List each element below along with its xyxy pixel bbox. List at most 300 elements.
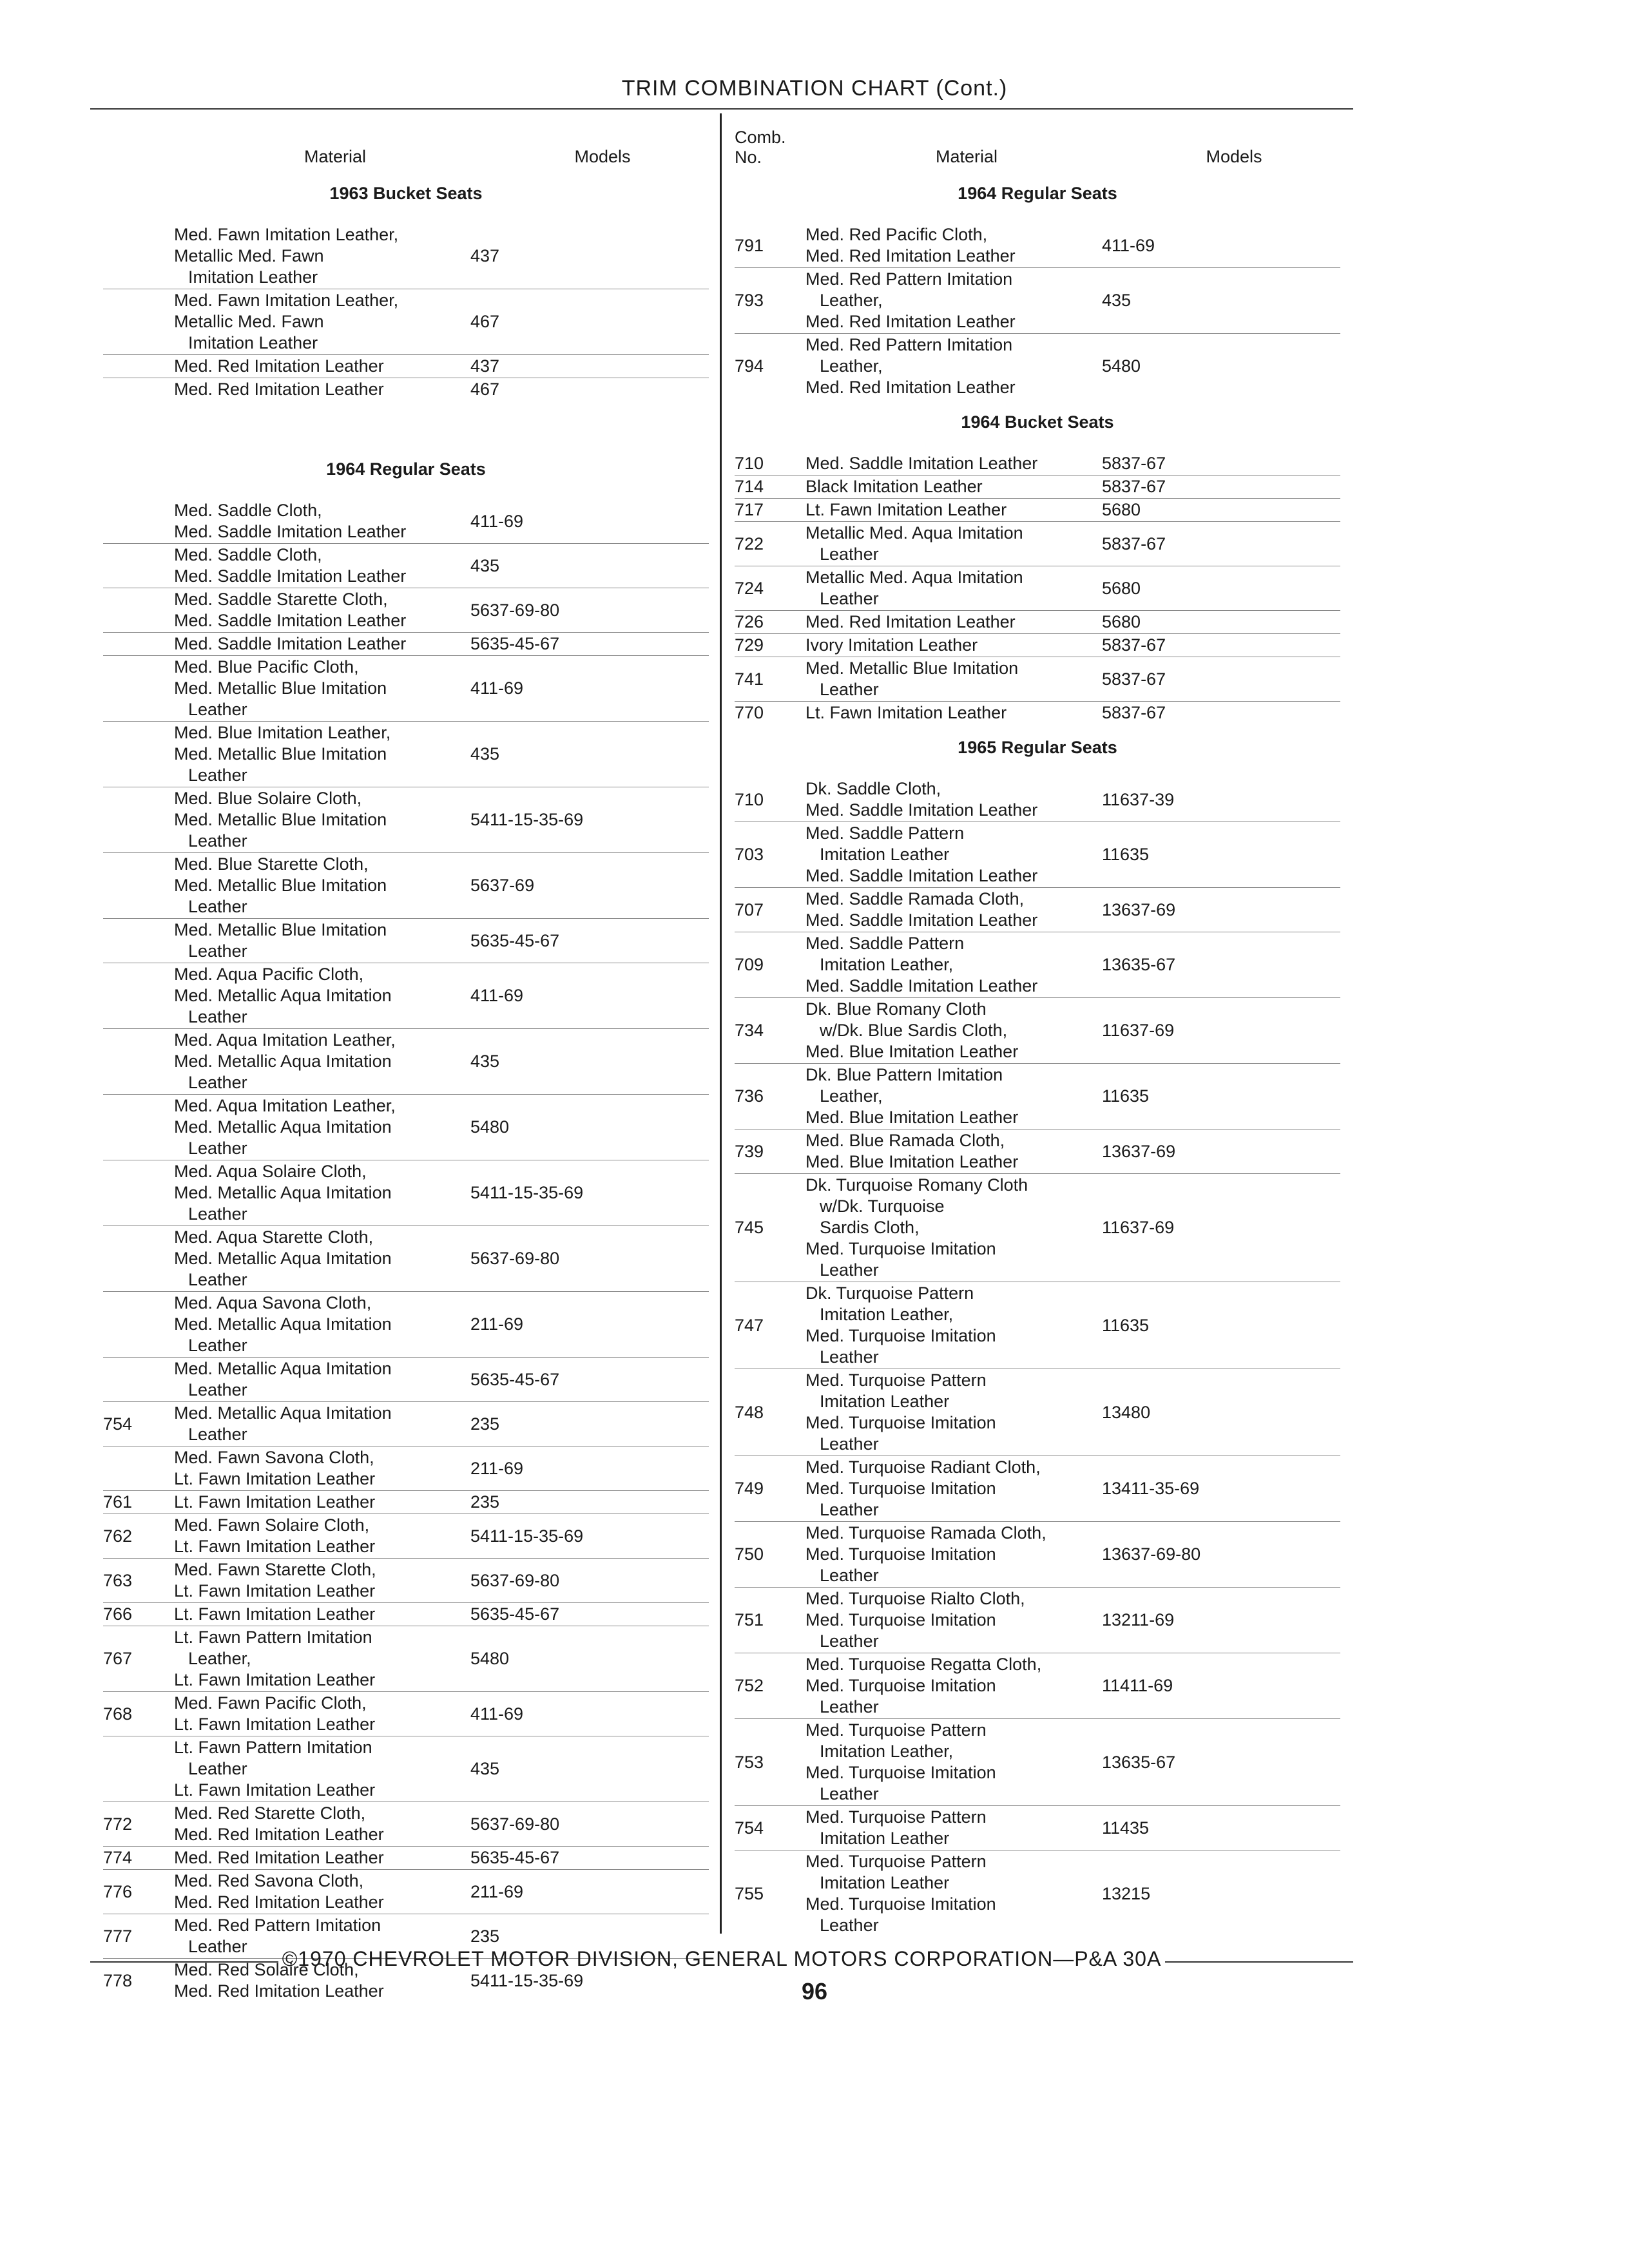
material-line: Imitation Leather, — [820, 1742, 954, 1761]
comb-no: 768 — [103, 1704, 133, 1724]
material-cell — [805, 1523, 1102, 1586]
material-line: Leather, — [820, 291, 883, 310]
models-cell: 467 — [470, 312, 500, 331]
table-row — [103, 544, 709, 588]
models-cell: 5637-69-80 — [470, 1814, 560, 1834]
material-line: Med. Metallic Blue Imitation — [174, 920, 387, 939]
material-line: Med. Blue Pacific Cloth, — [174, 657, 359, 677]
material-line: Med. Turquoise Imitation — [805, 1763, 996, 1782]
section-title: 1964 Regular Seats — [958, 184, 1117, 203]
material-line: Lt. Fawn Imitation Leather — [174, 1670, 376, 1689]
table-row — [103, 1446, 709, 1491]
material-line: Med. Metallic Blue Imitation — [174, 744, 387, 764]
material-cell — [805, 1283, 1102, 1368]
material-cell — [174, 1627, 470, 1691]
models-cell: 5837-67 — [1102, 669, 1166, 689]
material-cell — [174, 919, 470, 962]
models-cell: 13635-67 — [1102, 955, 1176, 974]
material-line: Med. Red Starette Cloth, — [174, 1803, 366, 1823]
material-line: Med. Saddle Imitation Leather — [174, 634, 407, 653]
left-sections — [103, 183, 709, 2003]
table-row — [735, 611, 1340, 634]
material-cell — [174, 1492, 470, 1513]
material-line: Imitation Leather — [820, 1829, 950, 1848]
material-line: Leather — [820, 1260, 879, 1280]
material-cell — [805, 999, 1102, 1062]
material-line: Imitation Leather — [820, 1873, 950, 1892]
table-row — [735, 1850, 1340, 1937]
comb-no: 766 — [103, 1604, 133, 1624]
table-row — [735, 1719, 1340, 1806]
material-line: Med. Saddle Imitation Leather — [805, 800, 1038, 820]
material-cell — [174, 1095, 470, 1159]
material-cell — [805, 1588, 1102, 1652]
table-row — [735, 1129, 1340, 1174]
material-line: Med. Metallic Blue Imitation — [174, 678, 387, 698]
material-line: Med. Metallic Aqua Imitation — [174, 1117, 392, 1137]
material-line: Med. Turquoise Imitation — [805, 1413, 996, 1432]
material-line: Med. Aqua Savona Cloth, — [174, 1293, 372, 1312]
material-line: Med. Blue Imitation Leather — [805, 1042, 1019, 1061]
material-line: Leather — [188, 1007, 247, 1026]
material-line: Med. Metallic Blue Imitation — [805, 658, 1019, 678]
table-row — [103, 1226, 709, 1292]
table-row — [735, 634, 1340, 657]
models-cell: 5837-67 — [1102, 454, 1166, 473]
material-cell — [805, 453, 1102, 474]
table-row — [103, 1095, 709, 1160]
material-line: Med. Turquoise Imitation — [805, 1479, 996, 1498]
material-line: Med. Saddle Pattern — [805, 934, 965, 953]
material-line: Med. Aqua Imitation Leather, — [174, 1096, 396, 1115]
comb-no: 745 — [735, 1218, 764, 1237]
material-line: Med. Red Imitation Leather — [805, 312, 1016, 331]
table-row — [103, 1559, 709, 1603]
models-cell: 5635-45-67 — [470, 1604, 560, 1624]
comb-no: 741 — [735, 669, 764, 689]
table-row — [735, 778, 1340, 822]
material-line: Leather — [188, 1139, 247, 1158]
material-line: Med. Fawn Solaire Cloth, — [174, 1515, 370, 1535]
right-sections — [735, 183, 1340, 1937]
models-cell: 5837-67 — [1102, 533, 1166, 553]
material-line: w/Dk. Blue Sardis Cloth, — [820, 1021, 1008, 1040]
material-line: Med. Turquoise Pattern — [805, 1852, 987, 1871]
material-line: Med. Red Pacific Cloth, — [805, 225, 988, 244]
section — [735, 737, 1340, 1937]
material-cell — [174, 224, 470, 288]
models-cell: 5635-45-67 — [470, 1848, 560, 1867]
material-line: Imitation Leather — [188, 333, 318, 352]
material-line: Med. Saddle Imitation Leather — [174, 611, 407, 630]
comb-no-header: Comb. No. — [735, 128, 786, 167]
comb-no: 724 — [735, 578, 764, 598]
material-cell — [174, 854, 470, 918]
material-cell — [805, 933, 1102, 997]
table-row — [735, 657, 1340, 702]
section — [103, 183, 709, 401]
material-line: Med. Turquoise Pattern — [805, 1720, 987, 1740]
comb-no: 729 — [735, 635, 764, 655]
material-cell — [174, 1870, 470, 1913]
models-cell: 211-69 — [470, 1458, 524, 1478]
table-row — [103, 919, 709, 963]
table-row — [735, 1456, 1340, 1522]
material-line: Med. Fawn Imitation Leather, — [174, 291, 399, 310]
section-title: 1965 Regular Seats — [958, 738, 1117, 757]
material-line: Leather — [188, 1204, 247, 1224]
material-cell — [805, 702, 1102, 724]
material-line: Leather — [188, 1380, 247, 1399]
table-row — [735, 1282, 1340, 1369]
models-cell: 13480 — [1102, 1402, 1151, 1422]
comb-no: 736 — [735, 1086, 764, 1106]
comb-no: 710 — [735, 789, 764, 809]
models-header: Models — [574, 147, 631, 166]
models-cell: 437 — [470, 246, 500, 265]
models-cell: 235 — [470, 1492, 500, 1512]
material-cell — [805, 1654, 1102, 1718]
table-row — [735, 334, 1340, 399]
material-cell — [805, 499, 1102, 521]
material-cell — [805, 1720, 1102, 1805]
material-cell — [805, 269, 1102, 332]
table-row — [103, 633, 709, 656]
material-line: Leather — [188, 1425, 247, 1444]
material-line: Med. Red Imitation Leather — [174, 356, 384, 376]
section — [103, 459, 709, 2003]
material-line: Med. Turquoise Rialto Cloth, — [805, 1589, 1025, 1608]
material-line: Leather, — [820, 1086, 883, 1106]
material-line: Sardis Cloth, — [820, 1218, 920, 1237]
table-row — [103, 499, 709, 544]
models-cell: 5635-45-67 — [470, 1369, 560, 1389]
models-cell: 11635 — [1102, 1315, 1150, 1335]
models-cell: 5480 — [1102, 356, 1141, 376]
models-cell: 5637-69 — [470, 876, 535, 895]
table-row — [735, 1064, 1340, 1129]
material-header: Material — [935, 147, 998, 166]
material-cell — [805, 823, 1102, 887]
models-cell: 235 — [470, 1926, 500, 1946]
models-cell: 11637-69 — [1102, 1218, 1175, 1237]
comb-no: 754 — [103, 1414, 133, 1434]
models-cell: 5680 — [1102, 500, 1141, 519]
models-cell: 411-69 — [470, 986, 524, 1005]
material-line: Leather — [820, 1916, 879, 1935]
material-cell — [174, 1447, 470, 1490]
material-line: Leather — [820, 1500, 879, 1519]
table-row — [735, 888, 1340, 932]
material-line: Leather, — [188, 1649, 251, 1668]
page-number: 96 — [801, 1978, 828, 2004]
material-cell — [805, 476, 1102, 497]
material-line: Imitation Leather, — [820, 955, 954, 974]
material-line: Lt. Fawn Imitation Leather — [174, 1581, 376, 1600]
material-line: Med. Turquoise Regatta Cloth, — [805, 1655, 1042, 1674]
models-cell: 13215 — [1102, 1883, 1151, 1903]
section — [735, 412, 1340, 724]
material-cell — [805, 1175, 1102, 1281]
comb-no: 717 — [735, 500, 764, 519]
models-cell: 5680 — [1102, 612, 1141, 631]
models-cell: 13637-69 — [1102, 899, 1176, 919]
material-line: Med. Blue Imitation Leather — [805, 1108, 1019, 1127]
material-line: Med. Turquoise Imitation — [805, 1894, 996, 1914]
material-line: Dk. Turquoise Romany Cloth — [805, 1175, 1028, 1195]
material-line: w/Dk. Turquoise — [820, 1196, 945, 1216]
models-cell: 435 — [470, 744, 500, 764]
comb-no: 726 — [735, 612, 764, 631]
material-cell — [174, 1693, 470, 1735]
material-line: Metallic Med. Aqua Imitation — [805, 568, 1023, 587]
table-row — [103, 355, 709, 378]
table-row — [103, 588, 709, 633]
material-line: Med. Aqua Solaire Cloth, — [174, 1162, 367, 1181]
table-row — [103, 1491, 709, 1514]
table-row — [735, 1806, 1340, 1850]
table-row — [103, 787, 709, 853]
material-line: Leather — [188, 1270, 247, 1289]
page-title: TRIM COMBINATION CHART (Cont.) — [621, 76, 1008, 101]
material-line: Med. Red Imitation Leather — [174, 1981, 384, 2001]
material-line: Med. Red Imitation Leather — [174, 380, 384, 399]
material-line: Lt. Fawn Imitation Leather — [174, 1780, 376, 1800]
material-line: Leather — [820, 589, 879, 608]
material-cell — [174, 589, 470, 631]
comb-no: 710 — [735, 454, 764, 473]
comb-no: 739 — [735, 1141, 764, 1161]
comb-no: 774 — [103, 1848, 133, 1867]
material-line: Med. Red Solaire Cloth, — [174, 1960, 359, 1979]
material-line: Med. Red Imitation Leather — [174, 1892, 384, 1912]
comb-no: 734 — [735, 1021, 764, 1040]
table-row — [735, 1522, 1340, 1588]
models-cell: 211-69 — [470, 1881, 524, 1901]
material-cell — [174, 1358, 470, 1401]
material-line: Med. Red Savona Cloth, — [174, 1871, 364, 1890]
material-line: Med. Red Pattern Imitation — [174, 1916, 381, 1935]
table-row — [735, 476, 1340, 499]
material-cell — [174, 722, 470, 786]
right-column-header — [735, 122, 1340, 168]
material-line: Leather — [188, 831, 247, 850]
top-rule — [90, 108, 1353, 110]
material-cell — [805, 635, 1102, 656]
material-line: Leather — [820, 1347, 879, 1367]
material-cell — [805, 567, 1102, 610]
models-cell: 5635-45-67 — [470, 634, 560, 653]
comb-no: 755 — [735, 1883, 764, 1903]
section-title: 1964 Bucket Seats — [961, 412, 1114, 432]
material-line: Med. Metallic Aqua Imitation — [174, 986, 392, 1005]
material-line: Med. Aqua Starette Cloth, — [174, 1227, 374, 1247]
material-line: Lt. Fawn Imitation Leather — [174, 1537, 376, 1556]
table-row — [103, 1029, 709, 1095]
material-line: Med. Turquoise Pattern — [805, 1807, 987, 1827]
table-row — [735, 452, 1340, 476]
models-cell: 5837-67 — [1102, 635, 1166, 655]
table-row — [103, 1626, 709, 1692]
material-line: Med. Red Imitation Leather — [174, 1848, 384, 1867]
material-line: Lt. Fawn Imitation Leather — [174, 1469, 376, 1488]
table-row — [735, 1369, 1340, 1456]
column-divider — [720, 113, 722, 1934]
material-cell — [174, 1515, 470, 1557]
material-line: Med. Saddle Imitation Leather — [805, 454, 1038, 473]
models-cell: 5411-15-35-69 — [470, 1526, 584, 1546]
models-cell: 211-69 — [470, 1314, 524, 1334]
material-line: Med. Blue Solaire Cloth, — [174, 789, 362, 808]
material-line: Metallic Med. Fawn — [174, 312, 324, 331]
material-line: Dk. Blue Pattern Imitation — [805, 1065, 1003, 1084]
models-cell: 5411-15-35-69 — [470, 810, 584, 829]
material-line: Med. Saddle Cloth, — [174, 545, 322, 564]
material-line: Leather — [188, 941, 247, 961]
comb-no: 794 — [735, 356, 764, 376]
material-line: Med. Saddle Imitation Leather — [174, 566, 407, 586]
footer — [90, 1947, 1353, 1971]
table-row — [735, 1174, 1340, 1282]
material-cell — [805, 889, 1102, 931]
material-line: Med. Metallic Aqua Imitation — [174, 1249, 392, 1268]
table-row — [735, 932, 1340, 998]
comb-no: 761 — [103, 1492, 133, 1512]
table-row — [103, 1402, 709, 1446]
material-line: Leather — [188, 1336, 247, 1355]
comb-no: 772 — [103, 1814, 133, 1834]
models-cell: 11635 — [1102, 1086, 1150, 1106]
material-line: Med. Fawn Pacific Cloth, — [174, 1693, 367, 1713]
comb-no: 703 — [735, 845, 764, 864]
material-line: Med. Turquoise Imitation — [805, 1326, 996, 1345]
section-title: 1964 Regular Seats — [326, 459, 486, 479]
models-cell: 5411-15-35-69 — [470, 1970, 584, 1990]
table-row — [103, 224, 709, 289]
material-line: Med. Saddle Imitation Leather — [805, 976, 1038, 995]
material-line: Med. Aqua Pacific Cloth, — [174, 965, 364, 984]
material-line: Metallic Med. Aqua Imitation — [805, 523, 1023, 543]
material-line: Leather — [820, 1697, 879, 1716]
comb-no: 748 — [735, 1402, 764, 1422]
models-cell: 11637-39 — [1102, 789, 1175, 809]
material-cell — [174, 379, 470, 400]
table-row — [103, 963, 709, 1029]
comb-no: 750 — [735, 1544, 764, 1564]
material-line: Leather — [188, 700, 247, 719]
models-header: Models — [1206, 147, 1262, 166]
right-column — [735, 122, 1340, 1937]
material-cell — [805, 1130, 1102, 1173]
comb-no: 752 — [735, 1676, 764, 1695]
material-line: Imitation Leather — [820, 845, 950, 864]
material-line: Leather — [188, 1073, 247, 1092]
models-cell: 11637-69 — [1102, 1021, 1175, 1040]
models-cell: 13411-35-69 — [1102, 1479, 1200, 1498]
table-row — [735, 1588, 1340, 1653]
models-cell: 11635 — [1102, 845, 1150, 864]
material-cell — [805, 778, 1102, 821]
material-line: Med. Saddle Imitation Leather — [174, 522, 407, 541]
material-cell — [174, 500, 470, 543]
material-cell — [174, 1737, 470, 1801]
comb-no: 753 — [735, 1752, 764, 1772]
material-cell — [805, 611, 1102, 633]
section — [735, 183, 1340, 399]
section-gap — [103, 401, 709, 446]
comb-no: 707 — [735, 899, 764, 919]
table-row — [735, 702, 1340, 724]
material-line: Med. Turquoise Pattern — [805, 1370, 987, 1390]
table-row — [103, 1358, 709, 1402]
section-title: 1963 Bucket Seats — [329, 184, 483, 203]
models-cell: 467 — [470, 380, 500, 399]
material-line: Med. Red Imitation Leather — [805, 378, 1016, 397]
material-line: Imitation Leather — [188, 267, 318, 287]
models-cell: 5837-67 — [1102, 477, 1166, 496]
material-line: Lt. Fawn Imitation Leather — [805, 703, 1007, 722]
material-line: Med. Turquoise Imitation — [805, 1610, 996, 1629]
material-line: Med. Saddle Ramada Cloth, — [805, 889, 1025, 908]
comb-no: 791 — [735, 235, 764, 255]
material-line: Med. Fawn Savona Cloth, — [174, 1448, 374, 1467]
material-cell — [805, 658, 1102, 700]
models-cell: 5637-69-80 — [470, 1249, 560, 1268]
table-row — [735, 566, 1340, 611]
material-line: Med. Red Imitation Leather — [805, 612, 1016, 631]
material-line: Leather — [820, 1784, 879, 1803]
table-row — [103, 722, 709, 787]
comb-no: 776 — [103, 1881, 133, 1901]
table-row — [103, 378, 709, 401]
material-line: Leather — [188, 1759, 247, 1778]
footer-rule-right — [1165, 1961, 1353, 1963]
table-row — [103, 289, 709, 355]
material-line: Metallic Med. Fawn — [174, 246, 324, 265]
models-cell: 5480 — [470, 1117, 510, 1137]
table-row — [103, 1514, 709, 1559]
comb-no: 763 — [103, 1570, 133, 1590]
models-cell: 5637-69-80 — [470, 1570, 560, 1590]
material-cell — [805, 523, 1102, 565]
models-cell: 435 — [1102, 291, 1132, 310]
comb-no: 770 — [735, 703, 764, 722]
models-cell: 235 — [470, 1414, 500, 1434]
material-line: Lt. Fawn Imitation Leather — [805, 500, 1007, 519]
material-line: Med. Turquoise Imitation — [805, 1676, 996, 1695]
material-line: Leather — [820, 680, 879, 699]
material-line: Med. Blue Imitation Leather, — [174, 723, 391, 742]
material-line: Med. Aqua Imitation Leather, — [174, 1030, 396, 1050]
material-cell — [174, 633, 470, 655]
material-cell — [805, 1457, 1102, 1521]
material-line: Leather — [820, 1434, 879, 1454]
material-cell — [174, 1403, 470, 1445]
material-line: Leather — [188, 1937, 247, 1956]
material-cell — [174, 544, 470, 587]
table-row — [103, 1692, 709, 1736]
material-line: Leather — [820, 1566, 879, 1585]
material-line: Med. Blue Starette Cloth, — [174, 854, 369, 874]
table-row — [103, 1870, 709, 1914]
material-cell — [174, 657, 470, 720]
material-line: Ivory Imitation Leather — [805, 635, 978, 655]
table-row — [103, 656, 709, 722]
table-row — [735, 822, 1340, 888]
left-column — [103, 122, 709, 2003]
material-line: Med. Red Imitation Leather — [174, 1825, 384, 1844]
models-cell: 11435 — [1102, 1818, 1150, 1838]
